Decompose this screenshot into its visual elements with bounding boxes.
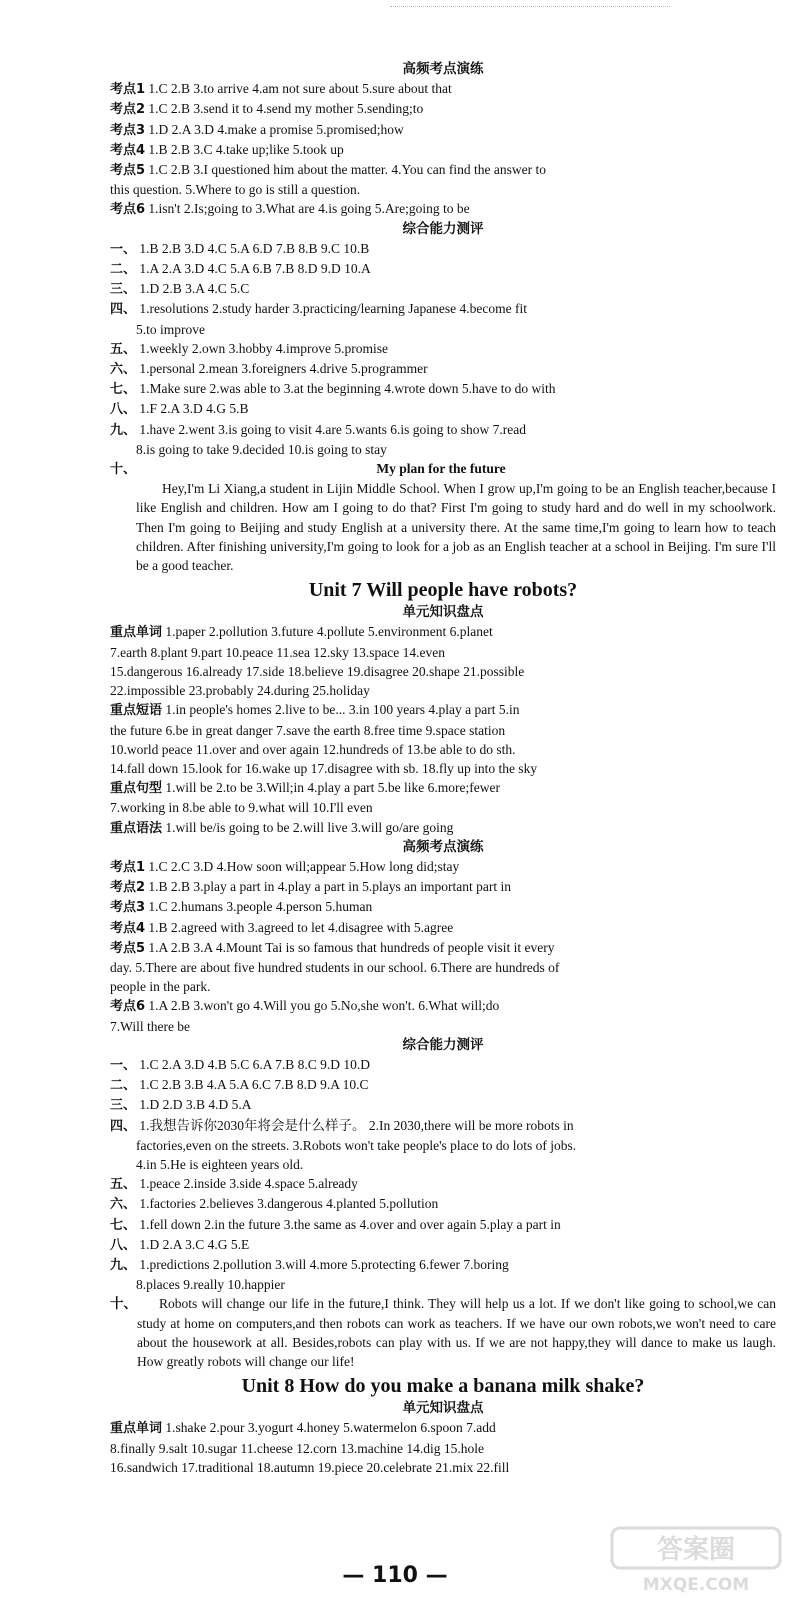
answer-row (110, 877, 776, 897)
row-answers: 1.B 2.B 3.D 4.C 5.A 6.D 7.B 8.B 9.C 10.B (136, 240, 370, 256)
answer-continuation: 22.impossible 23.probably 24.during 25.holiday (110, 683, 370, 699)
row-label: 考点2 (110, 880, 146, 896)
row-label: 考点3 (110, 122, 146, 138)
answer-row (110, 359, 776, 379)
answer-row (110, 1418, 776, 1438)
row-label: 重点短语 (110, 703, 163, 719)
row-answers: 1.C 2.humans 3.people 4.person 5.human (145, 899, 373, 915)
answer-continuation: factories,even on the streets. 3.Robots won't take people's place to do lots of jobs. (136, 1137, 577, 1153)
row-label: 重点单词 (110, 625, 163, 641)
row-answers: 1.A 2.B 3.A 4.Mount Tai is so famous that hundreds of people visit it every (145, 939, 555, 955)
row-answers: 1.D 2.D 3.B 4.D 5.A (136, 1097, 252, 1113)
row-answers: 1.D 2.B 3.A 4.C 5.C (136, 281, 250, 297)
row-label: 六、 (110, 362, 137, 378)
answer-content (110, 60, 776, 1477)
row-label: 十、 (110, 462, 137, 478)
answer-row (110, 399, 776, 419)
page-number: — 110 — (342, 1563, 448, 1588)
row-answers: 1.D 2.A 3.C 4.G 5.E (136, 1236, 250, 1252)
essay-title: My plan for the future (376, 461, 506, 477)
row-answers: 1.have 2.went 3.is going to visit 4.are 5.wants 6.is going to show 7.read (136, 421, 526, 437)
answer-row (110, 379, 776, 399)
answer-row (110, 938, 776, 958)
row-label: 一、 (110, 1057, 137, 1073)
row-answers: 1.in people's homes 2.live to be... 3.in 100 years 4.play a part 5.in (162, 702, 520, 718)
unit-title: Unit 8 How do you make a banana milk shake? (241, 1375, 645, 1398)
section-heading: 高频考点演练 (402, 61, 484, 77)
row-label: 考点2 (110, 102, 146, 118)
row-answers: 1.B 2.B 3.play a part in 4.play a part in 5.plays an important part in (145, 879, 511, 895)
row-answers: 1.personal 2.mean 3.foreigners 4.drive 5.programmer (136, 361, 428, 377)
answer-continuation: the future 6.be in great danger 7.save the earth 8.free time 9.space station (110, 722, 506, 738)
answer-row (110, 339, 776, 359)
row-label: 七、 (110, 382, 137, 398)
answer-row (110, 918, 776, 938)
row-label: 考点6 (110, 999, 146, 1015)
answer-continuation: 7.Will there be (110, 1018, 191, 1034)
scan-speck (390, 6, 670, 13)
row-answers: 1.resolutions 2.study harder 3.practicing/learning Japanese 4.become fit (136, 301, 528, 317)
watermark-logo (608, 1524, 784, 1596)
section-heading: 单元知识盘点 (402, 1400, 484, 1417)
answer-row (110, 1174, 776, 1194)
row-label: 五、 (110, 1177, 137, 1193)
row-answers: 1.factories 2.believes 3.dangerous 4.planted 5.pollution (136, 1196, 439, 1212)
answer-continuation: 4.in 5.He is eighteen years old. (136, 1156, 304, 1172)
answer-continuation: 15.dangerous 16.already 17.side 18.believe 19.disagree 20.shape 21.possible (110, 663, 525, 679)
answer-row (110, 239, 776, 259)
answer-row (110, 1255, 776, 1275)
row-label: 考点3 (110, 900, 146, 916)
row-label: 五、 (110, 341, 137, 357)
answer-row (110, 857, 776, 877)
row-answers: 1.C 2.B 3.send it to 4.send my mother 5.sending;to (145, 101, 424, 117)
row-answers: 1.will be 2.to be 3.Will;in 4.play a part 5.be like 6.more;fewer (162, 780, 501, 796)
answer-row (110, 299, 776, 319)
answer-row (110, 120, 776, 140)
row-label: 二、 (110, 262, 137, 278)
answer-row (110, 996, 776, 1016)
answer-row (110, 160, 776, 180)
answer-row (110, 1075, 776, 1095)
answer-row (110, 1116, 776, 1136)
row-answers: 1.C 2.B 3.B 4.A 5.A 6.C 7.B 8.D 9.A 10.C (136, 1077, 369, 1093)
answer-continuation: 8.is going to take 9.decided 10.is going to stay (136, 441, 387, 457)
row-answers: 1.paper 2.pollution 3.future 4.pollute 5.environment 6.planet (162, 624, 493, 640)
row-label: 八、 (110, 402, 137, 418)
row-answers: 1.C 2.B 3.to arrive 4.am not sure about 5.sure about that (145, 81, 452, 97)
row-answers: 1.D 2.A 3.D 4.make a promise 5.promised;how (145, 121, 404, 137)
answer-row (110, 1235, 776, 1255)
row-label: 考点1 (110, 82, 146, 98)
row-answers: 1.isn't 2.Is;going to 3.What are 4.is going 5.Are;going to be (145, 201, 470, 217)
answer-row (110, 279, 776, 299)
answer-continuation: 8.finally 9.salt 10.sugar 11.cheese 12.corn 13.machine 14.dig 15.hole (110, 1440, 485, 1456)
row-label: 考点1 (110, 859, 146, 875)
row-label: 重点句型 (110, 781, 163, 797)
answer-row (110, 1194, 776, 1214)
row-label: 考点6 (110, 202, 146, 218)
row-answers: 1.C 2.B 3.I questioned him about the matter. 4.You can find the answer to (145, 162, 546, 178)
row-label: 七、 (110, 1217, 137, 1233)
answer-row (110, 622, 776, 642)
row-label: 三、 (110, 1098, 137, 1114)
answer-continuation: 8.places 9.really 10.happier (136, 1277, 285, 1293)
answer-row (110, 99, 776, 119)
section-heading: 单元知识盘点 (402, 604, 484, 621)
row-label: 考点4 (110, 920, 146, 936)
row-answers: 1.weekly 2.own 3.hobby 4.improve 5.promise (136, 340, 388, 356)
row-label: 九、 (110, 1257, 137, 1273)
row-label: 四、 (110, 1118, 137, 1134)
answer-continuation: 5.to improve (136, 321, 205, 337)
row-label: 一、 (110, 241, 137, 257)
answer-row (110, 199, 776, 219)
row-answers: 1.will be/is going to be 2.will live 3.will go/are going (162, 819, 454, 835)
answer-row (110, 1095, 776, 1115)
answer-row (110, 1215, 776, 1235)
row-label: 十、 (110, 1296, 137, 1312)
row-label: 考点5 (110, 940, 146, 956)
row-answers: 1.我想告诉你2030年将会是什么样子。 2.In 2030,there will be more robots in (136, 1117, 574, 1133)
answer-row (110, 459, 776, 479)
answer-row (110, 420, 776, 440)
row-label: 重点单词 (110, 1421, 163, 1437)
answer-row (110, 700, 776, 720)
answer-row (110, 1055, 776, 1075)
row-answers: 1.B 2.B 3.C 4.take up;like 5.took up (145, 141, 344, 157)
row-label: 二、 (110, 1078, 137, 1094)
answer-continuation: 10.world peace 11.over and over again 12.hundreds of 13.be able to do sth. (110, 741, 516, 757)
answer-row (110, 259, 776, 279)
section-heading: 综合能力测评 (402, 220, 484, 237)
essay-row (110, 1294, 776, 1371)
row-label: 六、 (110, 1197, 137, 1213)
answer-row (110, 79, 776, 99)
row-answers: 1.shake 2.pour 3.yogurt 4.honey 5.watermelon 6.spoon 7.add (162, 1420, 496, 1436)
answer-continuation: this question. 5.Where to go is still a question. (110, 182, 361, 198)
answer-continuation: 7.working in 8.be able to 9.what will 10.I'll even (110, 800, 373, 816)
svg-text:答案圈: 答案圈 (656, 1535, 736, 1565)
row-answers: 1.predictions 2.pollution 3.will 4.more 5.protecting 6.fewer 7.boring (136, 1256, 509, 1272)
row-label: 考点5 (110, 163, 146, 179)
row-label: 考点4 (110, 142, 146, 158)
answer-continuation: day. 5.There are about five hundred students in our school. 6.There are hundreds of (110, 959, 560, 975)
row-answers: 1.A 2.A 3.D 4.C 5.A 6.B 7.B 8.D 9.D 10.A (136, 261, 371, 277)
row-label: 九、 (110, 422, 137, 438)
row-label: 八、 (110, 1237, 137, 1253)
section-heading: 高频考点演练 (402, 838, 484, 855)
row-answers: 1.F 2.A 3.D 4.G 5.B (136, 401, 249, 417)
answer-row (110, 778, 776, 798)
row-answers: 1.C 2.C 3.D 4.How soon will;appear 5.How long did;stay (145, 858, 460, 874)
row-answers: 1.A 2.B 3.won't go 4.Will you go 5.No,she won't. 6.What will;do (145, 998, 500, 1014)
row-answers: 1.C 2.A 3.D 4.B 5.C 6.A 7.B 8.C 9.D 10.D (136, 1056, 371, 1072)
answer-continuation: 7.earth 8.plant 9.part 10.peace 11.sea 12.sky 13.space 14.even (110, 644, 446, 660)
answer-row (110, 818, 776, 838)
section-heading: 综合能力测评 (402, 1036, 484, 1053)
row-label: 三、 (110, 282, 137, 298)
row-answers: 1.Make sure 2.was able to 3.at the beginning 4.wrote down 5.have to do with (136, 381, 556, 397)
row-answers: 1.peace 2.inside 3.side 4.space 5.already (136, 1176, 358, 1192)
essay-paragraph: Robots will change our life in the future,I think. They will help us a lot. If we don't like going to school,we can study at home on computers,and then robots can work as teachers. If we have our own robots,we won't need to care about the housework at all. Besides,robots can play with us. If we are not happy,they will dance to make us laugh. How greatly robots will change our life! (137, 1296, 776, 1369)
essay-paragraph: Hey,I'm Li Xiang,a student in Lijin Middle School. When I grow up,I'm going to be an English teacher,because I like English and children. How am I going to do that? First I'm going to study hard and do well in my schoolwork. Then I'm going to Beijing and study English at a university there. At the same time,I'm going to learn how to teach children. After finishing university,I'm going to look for a job as an English teacher at a school in Beijing. I'm sure I'll be a good teacher. (136, 481, 776, 574)
row-label: 四、 (110, 302, 137, 318)
answer-row (110, 140, 776, 160)
svg-text:MXQE.COM: MXQE.COM (642, 1575, 750, 1595)
unit-title: Unit 7 Will people have robots? (308, 579, 578, 602)
row-answers: 1.B 2.agreed with 3.agreed to let 4.disagree with 5.agree (145, 919, 454, 935)
answer-continuation: 16.sandwich 17.traditional 18.autumn 19.piece 20.celebrate 21.mix 22.fill (110, 1459, 510, 1475)
answer-row (110, 897, 776, 917)
answer-continuation: people in the park. (110, 979, 211, 995)
row-label: 重点语法 (110, 820, 163, 836)
row-answers: 1.fell down 2.in the future 3.the same as 4.over and over again 5.play a part in (136, 1216, 561, 1232)
answer-continuation: 14.fall down 15.look for 16.wake up 17.disagree with sb. 18.fly up into the sky (110, 760, 538, 776)
